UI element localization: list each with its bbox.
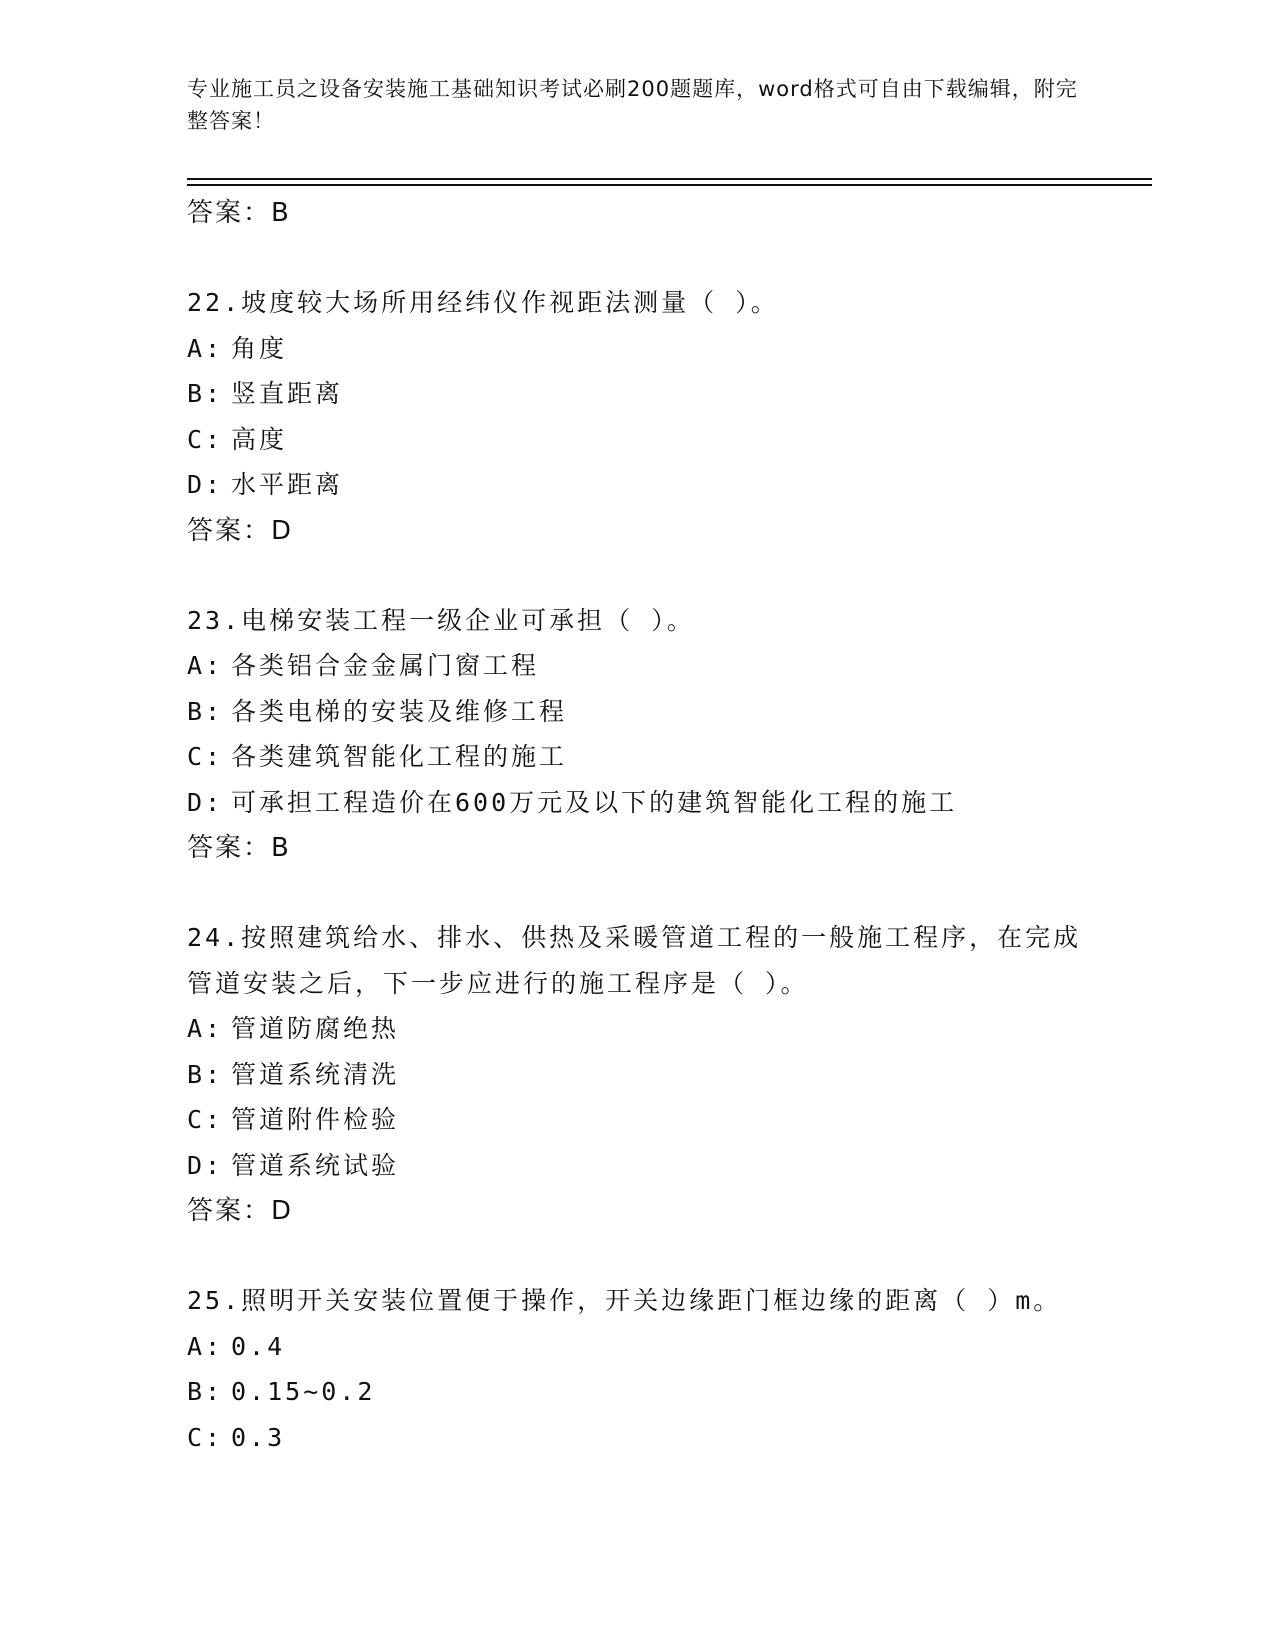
option-text: 可承担工程造价在600万元及以下的建筑智能化工程的施工: [231, 787, 958, 817]
option-text: 0.3: [231, 1422, 286, 1452]
answer-value: B: [271, 833, 291, 863]
option-label: A:: [187, 651, 224, 680]
option-d: [187, 462, 1152, 508]
option-text: 角度: [231, 333, 288, 363]
option-a: [187, 1006, 1152, 1052]
answer-value: D: [271, 515, 294, 546]
answer-value: D: [271, 1196, 294, 1226]
option-text: 水平距离: [231, 470, 344, 499]
answer-prefix: 答案：: [187, 833, 272, 863]
option-label: B:: [187, 379, 224, 408]
option-label: C:: [187, 424, 224, 454]
option-label: C:: [187, 1105, 224, 1134]
spacer: [187, 871, 1152, 915]
answer-line: [187, 508, 1152, 554]
question-stem: 22.坡度较大场所用经纬仪作视距法测量（ ）。: [187, 288, 779, 317]
option-b: [187, 1052, 1152, 1098]
option-b: [187, 689, 1152, 735]
option-a: [187, 643, 1152, 689]
spacer: [187, 1234, 1152, 1278]
option-label: A:: [187, 1331, 224, 1361]
option-label: D:: [187, 1150, 224, 1180]
option-b: [187, 371, 1152, 417]
option-b: [187, 1369, 1152, 1415]
option-c: [187, 1415, 1152, 1461]
option-d: [187, 1143, 1152, 1189]
option-label: C:: [187, 742, 224, 771]
option-text: 管道防腐绝热: [231, 1014, 400, 1043]
option-c: [187, 417, 1152, 463]
option-label: A:: [187, 1014, 224, 1043]
option-label: A:: [187, 333, 224, 363]
header-divider-top: [187, 178, 1152, 180]
header-divider-bottom: [187, 184, 1152, 186]
answer-line: [187, 1188, 1152, 1234]
option-label: C:: [187, 1422, 224, 1452]
option-text: 管道系统试验: [231, 1150, 400, 1180]
question-list: [187, 190, 1152, 1460]
document-header: 专业施工员之设备安装施工基础知识考试必刷200题题库，word格式可自由下载编辑，附完整答案！: [187, 77, 1078, 133]
question-stem: 24.按照建筑给水、排水、供热及采暖管道工程的一般施工程序，在完成管道安装之后，下一步应进行的施工程序是（ ）。: [187, 923, 1082, 998]
answer-value: B: [271, 198, 291, 228]
question-stem: 23.电梯安装工程一级企业可承担（ ）。: [187, 605, 695, 635]
option-text: 管道附件检验: [231, 1105, 400, 1134]
answer-line: [187, 190, 1152, 236]
option-text: 竖直距离: [231, 379, 344, 408]
option-d: [187, 780, 1152, 826]
option-a: [187, 326, 1152, 372]
option-label: D:: [187, 470, 224, 499]
option-text: 各类电梯的安装及维修工程: [231, 696, 568, 726]
answer-prefix: 答案：: [187, 1196, 272, 1226]
answer-line: [187, 825, 1152, 871]
spacer: [187, 236, 1152, 280]
option-text: 各类建筑智能化工程的施工: [231, 742, 568, 771]
option-label: B:: [187, 1377, 224, 1406]
option-c: [187, 1097, 1152, 1143]
option-label: D:: [187, 787, 224, 817]
option-a: [187, 1324, 1152, 1370]
option-c: [187, 734, 1152, 780]
answer-prefix: 答案：: [187, 515, 272, 546]
option-text: 0.4: [231, 1331, 286, 1361]
option-text: 高度: [231, 424, 288, 454]
option-label: B:: [187, 696, 224, 726]
answer-prefix: 答案：: [187, 198, 272, 228]
option-label: B:: [187, 1059, 224, 1089]
option-text: 管道系统清洗: [231, 1059, 400, 1089]
option-text: 各类铝合金金属门窗工程: [231, 651, 540, 680]
option-text: 0.15~0.2: [231, 1377, 376, 1406]
question-stem: 25.照明开关安装位置便于操作，开关边缘距门框边缘的距离（ ）m。: [187, 1286, 1062, 1315]
spacer: [187, 554, 1152, 598]
